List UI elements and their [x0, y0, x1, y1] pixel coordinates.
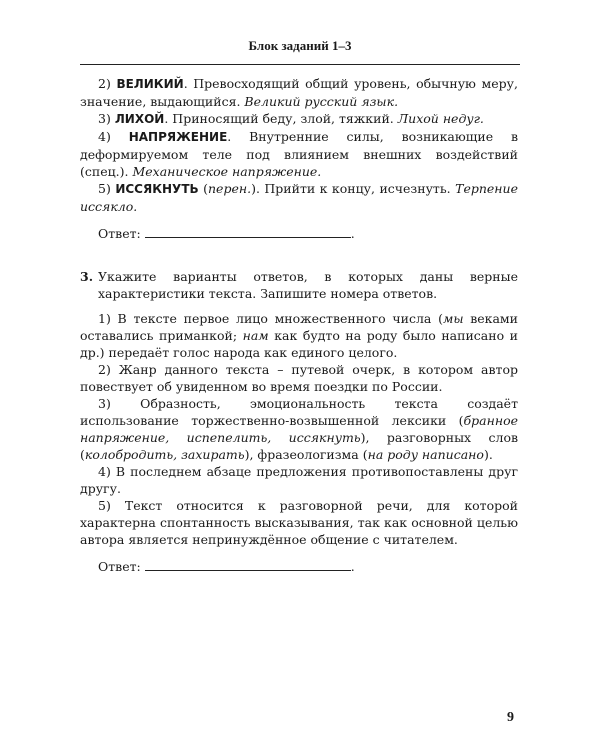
definition-item-3 [80, 110, 518, 128]
option-text: веками оставались приманкой; [80, 311, 518, 343]
answer-label: Ответ: [98, 559, 141, 574]
term: ИССЯКНУТЬ [115, 182, 199, 196]
answer-line[interactable] [145, 225, 351, 238]
answer-row-1: Ответ: . [98, 226, 355, 241]
term: ВЕЛИКИЙ [116, 77, 184, 91]
term: ЛИХОЙ [114, 112, 165, 126]
option-5: 5) Текст относится к разговорной речи, для которой характерна спонтанность высказывания, так как основной целью автора является непринуждённое общение с читателем. [80, 498, 518, 547]
answer-options [80, 310, 518, 548]
example: Терпение иссякло. [80, 181, 518, 214]
question-number: 3. [80, 269, 94, 284]
option-text: ), фразеологизма ( [244, 447, 368, 462]
option-text: как будто на роду было написано и др.) передаёт голос народа как единого целого. [80, 328, 518, 360]
page-content [80, 75, 518, 575]
option-italic: бранное напряжение, испепелить, иссякнуть [80, 413, 518, 445]
option-italic: мы [442, 311, 464, 326]
item-number: 3) [98, 111, 111, 126]
page-number: 9 [507, 710, 514, 725]
definition: . Внутренние силы, возникающие в деформируемом теле под влиянием внешних воздействий (спец.). [80, 129, 518, 179]
item-number: 2) [98, 76, 111, 91]
example: Великий русский язык. [244, 94, 399, 109]
option-4: 4) В последнем абзаце предложения противопоставлены друг другу. [80, 464, 518, 496]
option-1 [80, 310, 518, 361]
definition: . Приносящий беду, злой, тяжкий. [164, 111, 398, 126]
option-italic: нам [242, 328, 269, 343]
question-3 [80, 268, 518, 302]
definition-item-5 [80, 180, 518, 215]
definition: ). Прийти к концу, исчезнуть. [251, 181, 456, 196]
answer-row-2: Ответ: . [98, 559, 355, 574]
page-header: Блок заданий 1–3 [248, 38, 352, 53]
option-text: 3) Образность, эмоциональность текста создаёт использование торжественно-возвышенной лексики ( [80, 396, 518, 428]
answer-label: Ответ: [98, 226, 141, 241]
example: Механическое напряжение. [132, 164, 322, 179]
option-3 [80, 395, 518, 463]
option-2: 2) Жанр данного текста – путевой очерк, в котором автор повествует об увиденном во время поездки по России. [80, 362, 518, 394]
item-number: 4) [98, 129, 111, 144]
example: Лихой недуг. [397, 111, 484, 126]
option-text: ), разговорных слов ( [80, 430, 519, 462]
option-text: ). [483, 447, 493, 462]
question-text: Укажите варианты ответов, в которых даны верные характеристики текста. Запишите номера ответов. [98, 269, 518, 301]
definition-item-4 [80, 128, 518, 180]
term: НАПРЯЖЕНИЕ [128, 130, 228, 144]
note: перен. [208, 181, 252, 196]
definition-item-2 [80, 75, 518, 110]
item-number: 5) [98, 181, 111, 196]
note-open: ( [198, 181, 208, 196]
option-text: 1) В тексте первое лицо множественного числа ( [98, 311, 443, 326]
option-italic: на роду написано [367, 447, 484, 462]
header-divider [80, 64, 520, 65]
answer-line[interactable] [145, 558, 351, 571]
definition: . Превосходящий общий уровень, обычную меру, значение, выдающийся. [80, 76, 518, 109]
option-italic: колобродить, захирать [84, 447, 245, 462]
